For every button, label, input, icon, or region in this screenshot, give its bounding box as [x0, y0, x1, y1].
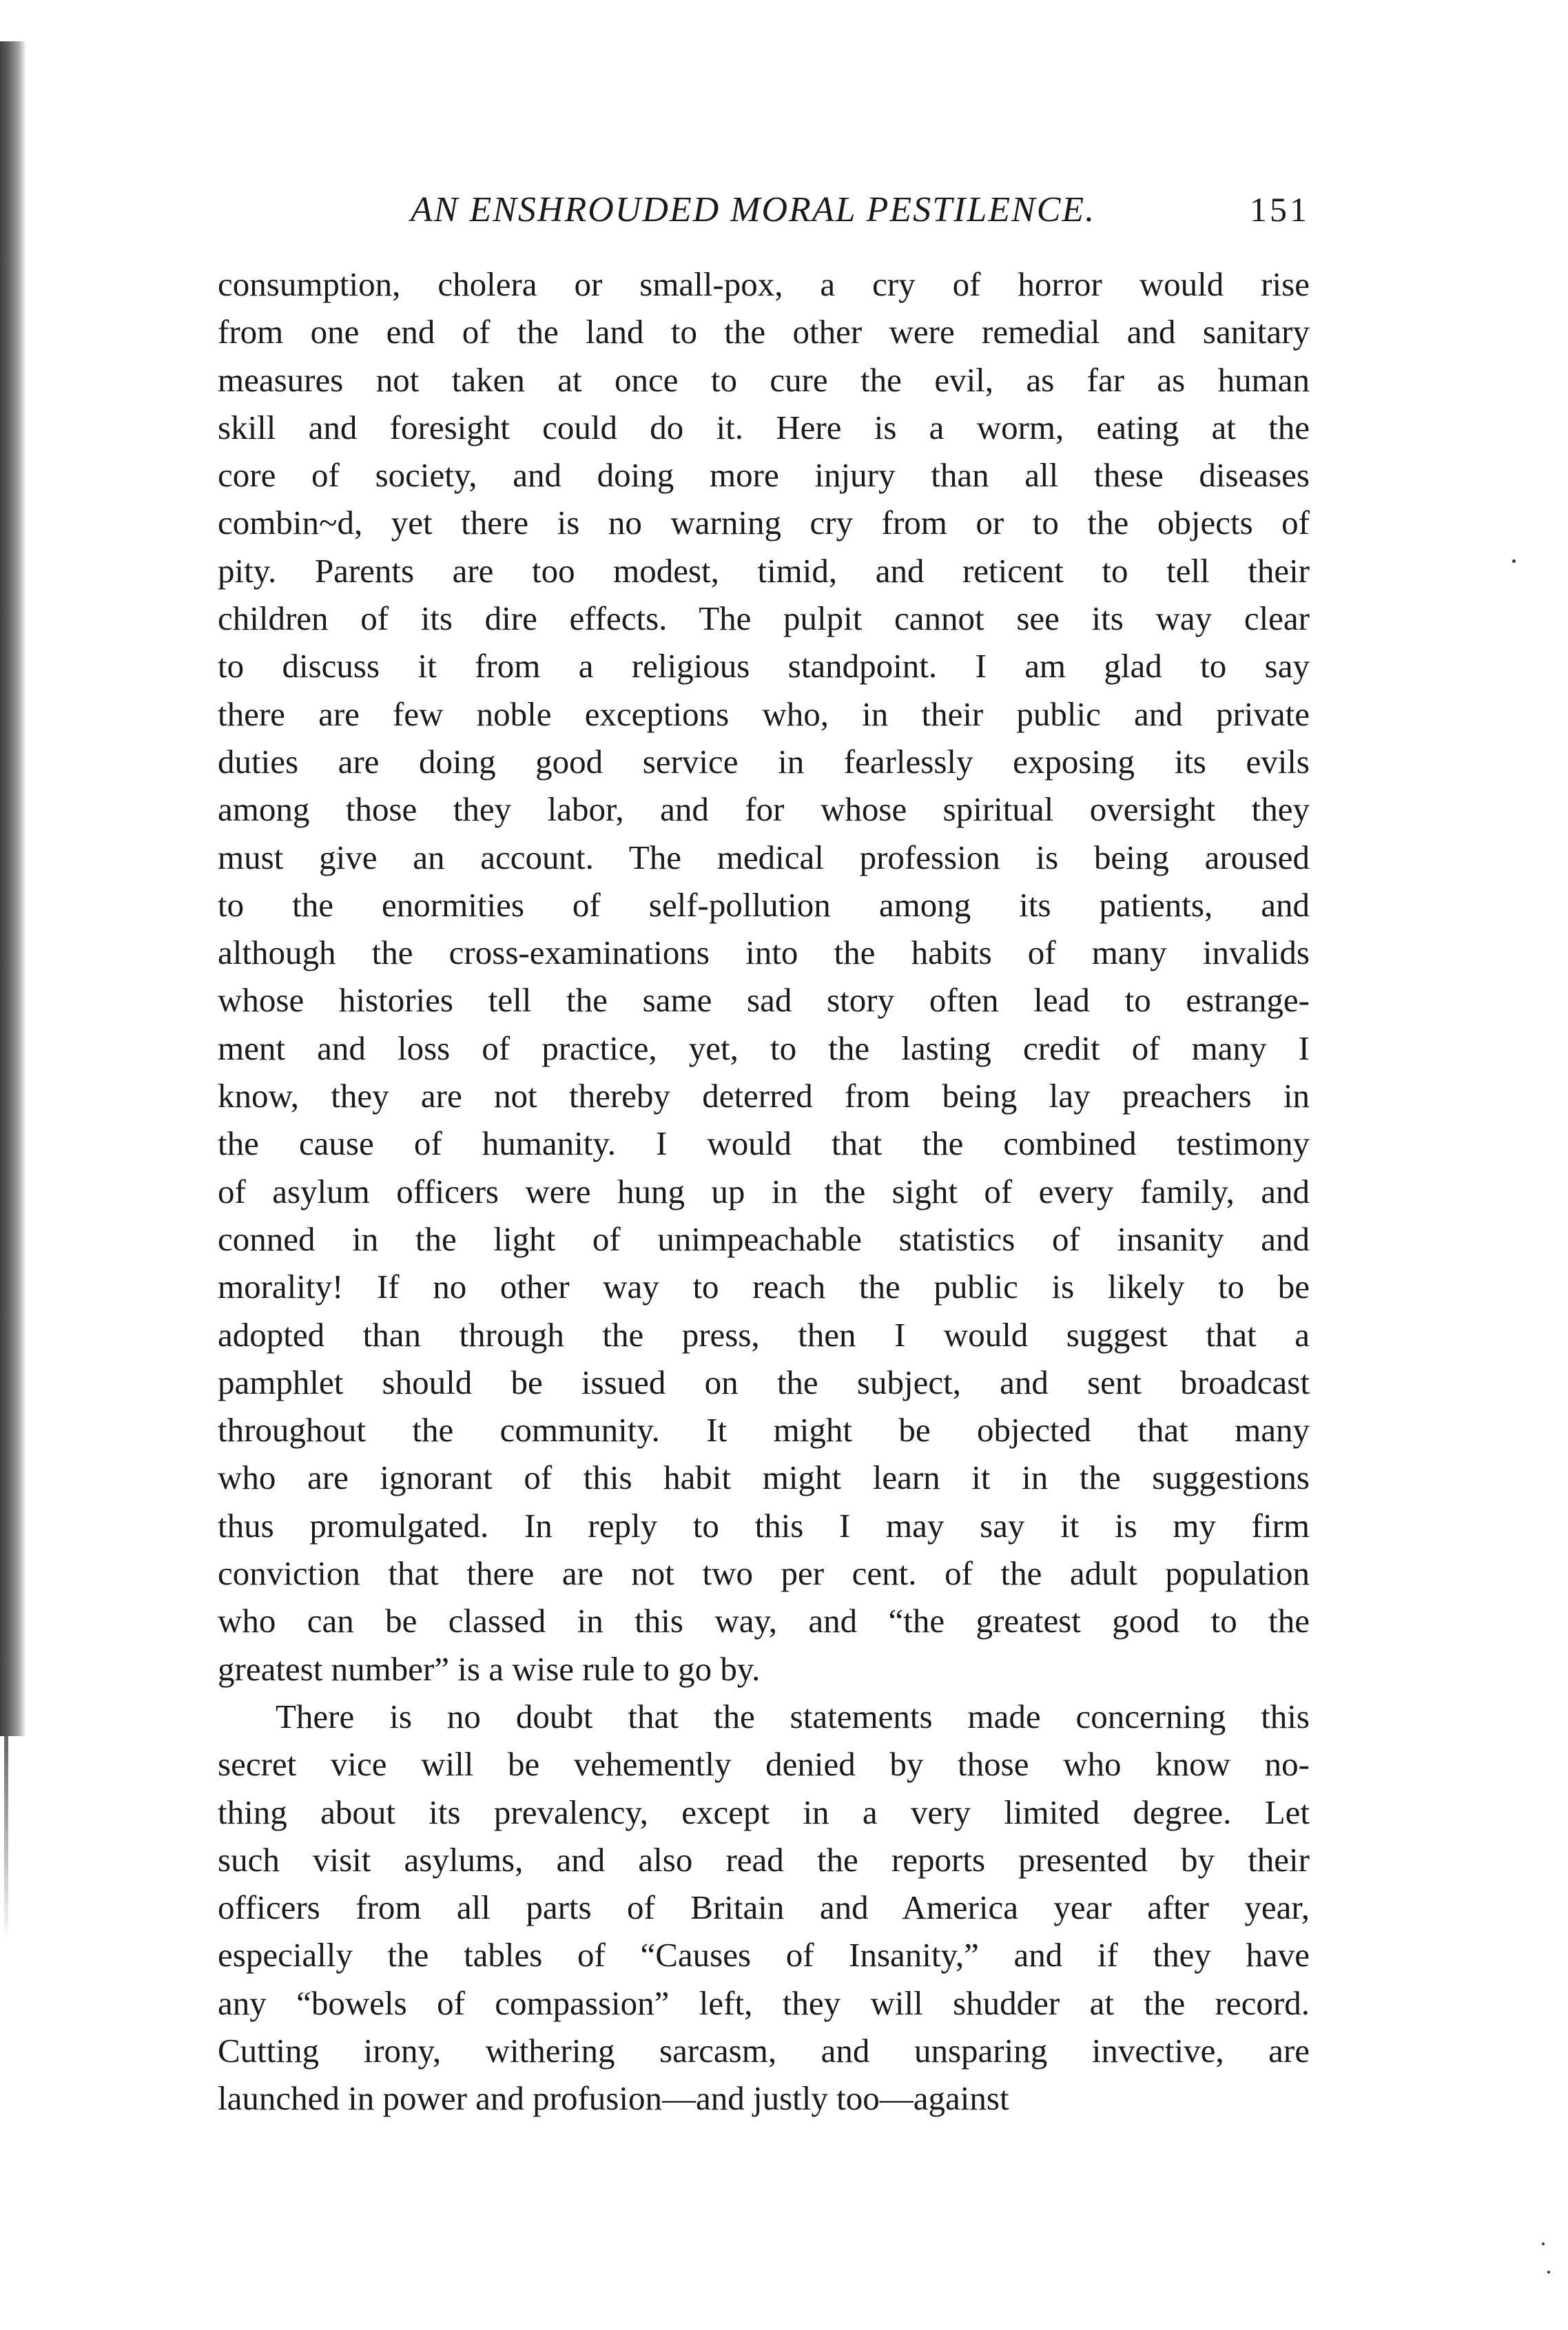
text-line: know, they are not thereby deterred from being lay preachers in: [218, 1077, 1310, 1115]
text-line: pamphlet should be issued on the subject, and sent broadcast: [218, 1363, 1310, 1401]
text-line: to discuss it from a religious standpoint. I am glad to say: [218, 647, 1310, 685]
text-line: core of society, and doing more injury than all these diseases: [218, 456, 1310, 495]
text-line: ment and loss of practice, yet, to the lasting credit of many I: [218, 1029, 1310, 1067]
text-line: throughout the community. It might be objected that many: [218, 1411, 1310, 1450]
text-line: children of its dire effects. The pulpit cannot see its way clear: [218, 599, 1310, 638]
text-line: especially the tables of “Causes of Insanity,” and if they have: [218, 1936, 1310, 1975]
page-number: 151: [1250, 190, 1310, 229]
text-line: skill and foresight could do it. Here is a worm, eating at the: [218, 408, 1310, 446]
text-line: although the cross-examinations into the habits of many invalids: [218, 934, 1310, 972]
body-text: [218, 260, 1310, 2123]
text-line: greatest number” is a wise rule to go by.: [218, 1649, 761, 1688]
text-line: consumption, cholera or small-pox, a cry of horror would rise: [218, 265, 1310, 303]
page-gutter-fade: [4, 1736, 8, 1943]
text-line: among those they labor, and for whose spiritual oversight they: [218, 790, 1310, 829]
text-line: there are few noble exceptions who, in their public and private: [218, 694, 1310, 733]
text-line: duties are doing good service in fearlessly exposing its evils: [218, 742, 1310, 781]
text-line: combin~d, yet there is no warning cry from or to the objects of: [218, 504, 1310, 542]
print-speck: [1512, 559, 1516, 563]
paragraph-2: [218, 1693, 1310, 2123]
text-line: the cause of humanity. I would that the combined testimony: [218, 1124, 1310, 1163]
text-line: must give an account. The medical profession is being aroused: [218, 838, 1310, 876]
text-line: measures not taken at once to cure the evil, as far as human: [218, 360, 1310, 399]
page-gutter-shadow: [0, 41, 26, 1736]
text-line: There is no doubt that the statements made concerning this: [276, 1697, 1310, 1735]
text-line: who can be classed in this way, and “the greatest good to the: [218, 1602, 1310, 1640]
text-line: conned in the light of unimpeachable statistics of insanity and: [218, 1219, 1310, 1258]
text-line: any “bowels of compassion” left, they will shudder at the record.: [218, 1983, 1310, 2022]
text-line: to the enormities of self-pollution among its patients, and: [218, 885, 1310, 924]
text-line: morality! If no other way to reach the public is likely to be: [218, 1268, 1310, 1306]
running-head: [218, 189, 1310, 245]
print-speck: [1547, 2271, 1550, 2274]
text-line: of asylum officers were hung up in the sight of every family, and: [218, 1172, 1310, 1210]
running-title: AN ENSHROUDED MORAL PESTILENCE.: [411, 190, 1096, 229]
text-line: such visit asylums, and also read the reports presented by their: [218, 1840, 1310, 1879]
text-line: Cutting irony, withering sarcasm, and unsparing invective, are: [218, 2031, 1310, 2070]
text-line: thus promulgated. In reply to this I may say it is my firm: [218, 1506, 1310, 1545]
text-line: pity. Parents are too modest, timid, and reticent to tell their: [218, 551, 1310, 590]
paragraph-1: [218, 260, 1310, 1693]
text-line: from one end of the land to the other were remedial and sanitary: [218, 313, 1310, 351]
print-speck: [1542, 2243, 1545, 2245]
text-line: launched in power and profusion—and justly too—against: [218, 2079, 1009, 2118]
text-line: whose histories tell the same sad story often lead to estrange-: [218, 981, 1310, 1020]
text-line: thing about its prevalency, except in a very limited degree. Let: [218, 1793, 1310, 1831]
text-line: officers from all parts of Britain and America year after year,: [218, 1888, 1310, 1927]
text-line: adopted than through the press, then I would suggest that a: [218, 1315, 1310, 1354]
text-line: secret vice will be vehemently denied by those who know no-: [218, 1745, 1310, 1784]
text-line: conviction that there are not two per cent. of the adult population: [218, 1554, 1310, 1593]
text-line: who are ignorant of this habit might learn it in the suggestions: [218, 1458, 1310, 1497]
